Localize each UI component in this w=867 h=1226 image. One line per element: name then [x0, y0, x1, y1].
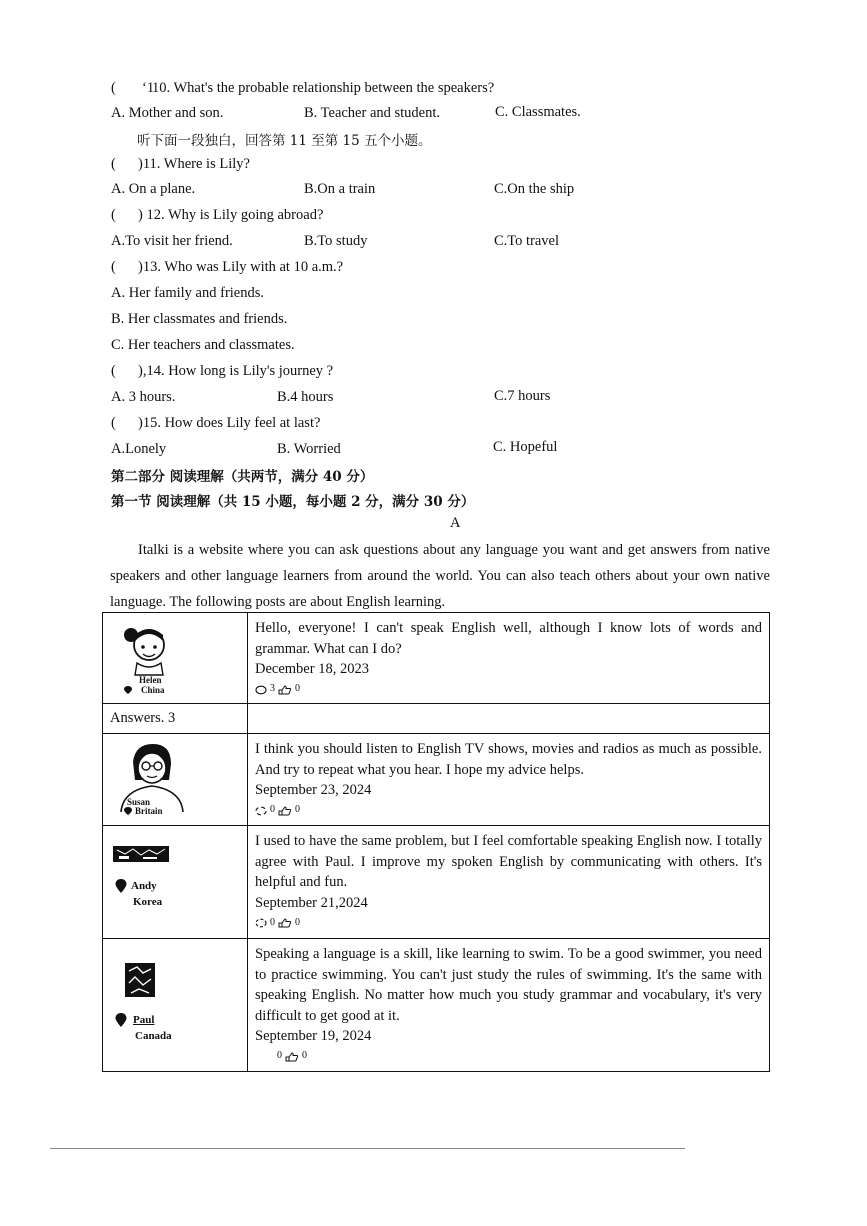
like-count: 0 [295, 916, 300, 928]
answer1-meta [255, 803, 762, 819]
question-avatar-cell [103, 613, 248, 704]
answer1-text: I think you should listen to English TV shows, movies and radios as much as possible. And try to repeat what you hear. I hope my advice helps. [255, 741, 762, 778]
like-count: 0 [302, 1050, 307, 1062]
thumbs-up-icon[interactable] [278, 918, 292, 928]
thumbs-up-icon[interactable] [285, 1052, 299, 1062]
answer1-content-cell [248, 734, 770, 826]
q13-option-b: B. Her classmates and friends. [111, 311, 288, 327]
q12-stem: ) 12. Why is Lily going abroad? [138, 207, 324, 223]
comment-icon[interactable] [255, 685, 267, 695]
q13-option-c: C. Her teachers and classmates. [111, 337, 295, 353]
q10-option-b: B. Teacher and student. [304, 105, 441, 121]
q12-paren: ( [111, 207, 116, 223]
q15-stem: )15. How does Lily feel at last? [138, 415, 321, 431]
q13-option-a: A. Her family and friends. [111, 285, 265, 301]
answers-label-cell [103, 704, 248, 734]
answers-label: Answers. 3 [110, 710, 176, 726]
answers-label-row [103, 704, 770, 734]
comment-count: 0 [277, 1050, 282, 1062]
q10-stem: 10. What's the probable relationship between the speakers? [152, 80, 495, 96]
comment-count: 3 [270, 683, 275, 695]
answer-row-1 [103, 734, 770, 826]
q11-option-b: B.On a train [304, 181, 376, 197]
location-pin-icon [123, 806, 133, 816]
comment-count: 0 [270, 916, 275, 928]
question-post-row [103, 613, 770, 704]
passage-intro [110, 537, 770, 615]
question-text: Hello, everyone! I can't speak English well, although I know lots of words and grammar. What can I do? [255, 620, 762, 657]
location-pin-icon [114, 878, 128, 894]
q12-option-c: C.To travel [494, 233, 560, 249]
profile-photo-icon [123, 961, 157, 999]
q10-option-a: A. Mother and son. [111, 105, 224, 121]
answer1-author-country: Britain [135, 806, 163, 816]
footer-divider [50, 1148, 685, 1149]
q14-option-b: B.4 hours [277, 389, 334, 405]
answer-row-2 [103, 826, 770, 939]
reading-part-title: 第二部分 阅读理解（共两节，满分 40 分） [111, 469, 374, 485]
passage-label: A [450, 515, 461, 531]
q11-stem: )11. Where is Lily? [138, 156, 250, 172]
q15-option-b: B. Worried [277, 441, 341, 457]
q14-option-c: C.7 hours [494, 388, 551, 404]
q15-option-a: A.Lonely [111, 441, 167, 457]
answer2-author-country: Korea [133, 896, 163, 908]
question-date: December 18, 2023 [255, 661, 369, 677]
answer2-meta [255, 915, 762, 931]
q10-option-c: C. Classmates. [495, 104, 581, 120]
answer2-content-cell [248, 826, 770, 939]
answer2-text: I used to have the same problem, but I feel comfortable speaking English now. I totally agree with Paul. I improve my spoken English by communicating with others. It's helpful and fun. [255, 833, 762, 890]
q11-option-a: A. On a plane. [111, 181, 196, 197]
question-author-name: Helen [139, 675, 162, 685]
q11-option-c: C.On the ship [494, 181, 575, 197]
listening-instruction: 听下面一段独白，回答第 11 至第 15 五个小题。 [137, 133, 432, 149]
answer2-avatar-cell [103, 826, 248, 939]
comment-count: 0 [270, 804, 275, 816]
q13-paren: ( [111, 259, 116, 275]
answers-empty-cell [248, 704, 770, 734]
question-content-cell [248, 613, 770, 704]
comment-icon[interactable] [255, 806, 267, 816]
q11-paren: ( [111, 156, 116, 172]
answer3-author-country: Canada [135, 1030, 172, 1042]
girl-avatar-icon [111, 619, 181, 679]
woman-glasses-avatar-icon [111, 740, 191, 816]
answer3-avatar-cell [103, 939, 248, 1072]
q14-paren: ( [111, 363, 116, 379]
answer1-author-name: Susan [127, 797, 151, 807]
answer3-author-name: Paul [133, 1014, 155, 1026]
thumbs-up-icon[interactable] [278, 806, 292, 816]
q14-stem: ),14. How long is Lily's journey ? [138, 363, 334, 379]
posts-table [102, 612, 770, 1072]
q14-option-a: A. 3 hours. [111, 389, 176, 405]
question-meta [255, 682, 762, 698]
answer1-date: September 23, 2024 [255, 782, 372, 798]
comment-icon[interactable] [255, 918, 267, 928]
answer2-date: September 21,2024 [255, 894, 368, 911]
q15-paren: ( [111, 415, 116, 431]
q10-mark: ‘1 [142, 80, 155, 96]
reading-section-title: 第一节 阅读理解（共 15 小题，每小题 2 分，满分 30 分） [111, 494, 475, 510]
q12-option-b: B.To study [304, 233, 368, 249]
profile-photo-icon [111, 840, 175, 870]
thumbs-up-icon[interactable] [278, 685, 292, 695]
location-pin-icon [114, 1012, 128, 1028]
answer3-date: September 19, 2024 [255, 1028, 372, 1044]
q12-option-a: A.To visit her friend. [111, 233, 233, 249]
like-count: 0 [295, 804, 300, 816]
answer3-content-cell [248, 939, 770, 1072]
answer3-meta [255, 1049, 762, 1065]
like-count: 0 [295, 683, 300, 695]
q15-option-c: C. Hopeful [493, 439, 558, 455]
passage-intro-text: Italki is a website where you can ask questions about any language you want and get answers from native speakers and other language learners from around the world. You can also teach others about your own native language. The following posts are about English learning. [110, 542, 770, 610]
answer2-author-name: Andy [131, 880, 157, 892]
question-author-country: China [141, 685, 165, 695]
location-pin-icon [123, 685, 133, 695]
q13-stem: )13. Who was Lily with at 10 a.m.? [138, 259, 344, 275]
q10-paren: ( [111, 80, 116, 96]
answer-row-3 [103, 939, 770, 1072]
answer3-text: Speaking a language is a skill, like learning to swim. To be a good swimmer, you need to practice swimming. You can't just study the rules of swimming. It's the same with speaking English. No matter how much you study grammar and vocabulary, it's very difficult to get good at it. [255, 946, 762, 1024]
answer1-avatar-cell [103, 734, 248, 826]
